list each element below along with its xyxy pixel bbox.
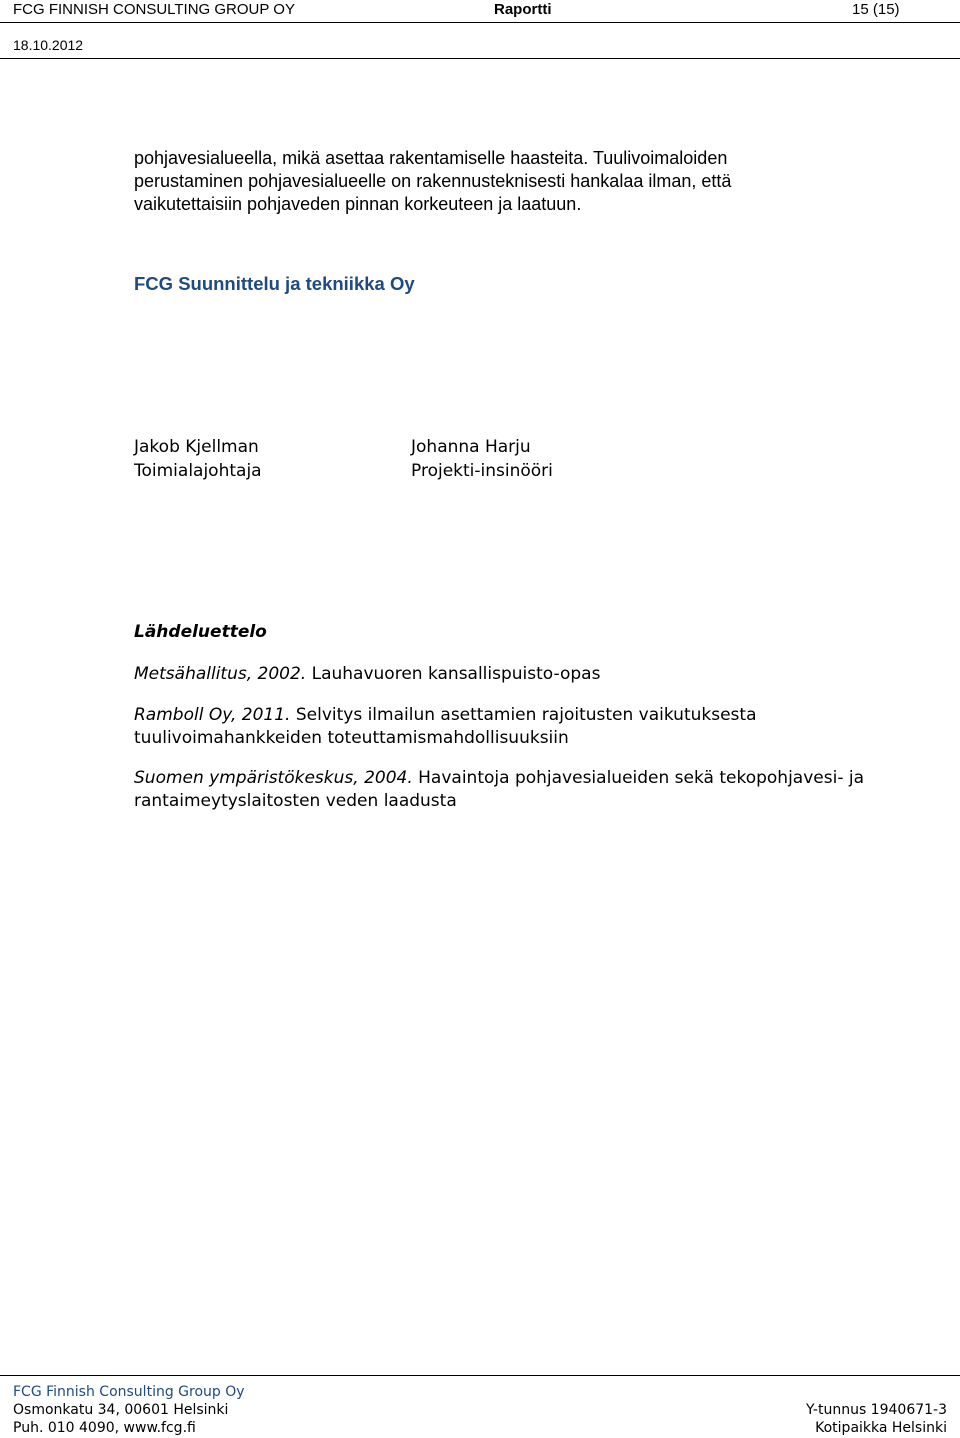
reference-text: Lauhavuoren kansallispuisto-opas	[306, 664, 601, 684]
reference-item	[134, 767, 944, 813]
signer-title: Projekti-insinööri	[411, 461, 553, 481]
footer-company: FCG Finnish Consulting Group Oy	[13, 1384, 245, 1400]
intro-line: pohjavesialueella, mikä asettaa rakentamiselle haasteita. Tuulivoimaloiden	[134, 148, 728, 168]
footer-address: Osmonkatu 34, 00601 Helsinki	[13, 1402, 229, 1418]
footer-contact: Puh. 010 4090, www.fcg.fi	[13, 1420, 196, 1436]
reference-item	[134, 704, 944, 750]
footer-domicile: Kotipaikka Helsinki	[815, 1420, 947, 1436]
reference-source: Ramboll Oy, 2011.	[134, 705, 291, 725]
reference-source: Metsähallitus, 2002.	[134, 664, 307, 684]
reference-text: tuulivoimahankkeiden toteuttamismahdollisuuksiin	[134, 728, 569, 748]
header-page-number: 15 (15)	[852, 1, 900, 18]
header-doc-type: Raportti	[494, 1, 552, 18]
intro-line: vaikutettaisiin pohjaveden pinnan korkeuteen ja laatuun.	[134, 194, 582, 214]
header-rule-top	[0, 22, 960, 23]
reference-source: Suomen ympäristökeskus, 2004.	[134, 768, 413, 788]
reference-text: Selvitys ilmailun asettamien rajoitusten vaikutuksesta	[290, 705, 757, 725]
intro-paragraph	[134, 147, 934, 216]
header-date: 18.10.2012	[13, 37, 84, 53]
signer-name: Jakob Kjellman	[134, 437, 259, 457]
signer-name: Johanna Harju	[411, 437, 531, 457]
signature-block	[411, 435, 553, 483]
header-rule-bottom	[0, 58, 960, 59]
reference-item	[134, 663, 944, 686]
footer-business-id: Y-tunnus 1940671-3	[806, 1402, 947, 1418]
consultant-company-heading: FCG Suunnittelu ja tekniikka Oy	[134, 273, 415, 294]
references-heading: Lähdeluettelo	[134, 622, 267, 642]
reference-text: Havaintoja pohjavesialueiden sekä tekopohjavesi- ja	[412, 768, 865, 788]
reference-text: rantaimeytyslaitosten veden laadusta	[134, 791, 457, 811]
header-company: FCG FINNISH CONSULTING GROUP OY	[13, 1, 295, 18]
signer-title: Toimialajohtaja	[134, 461, 262, 481]
intro-line: perustaminen pohjavesialueelle on rakennusteknisesti hankalaa ilman, että	[134, 171, 732, 191]
signature-block	[134, 435, 262, 483]
footer-rule	[0, 1375, 960, 1376]
